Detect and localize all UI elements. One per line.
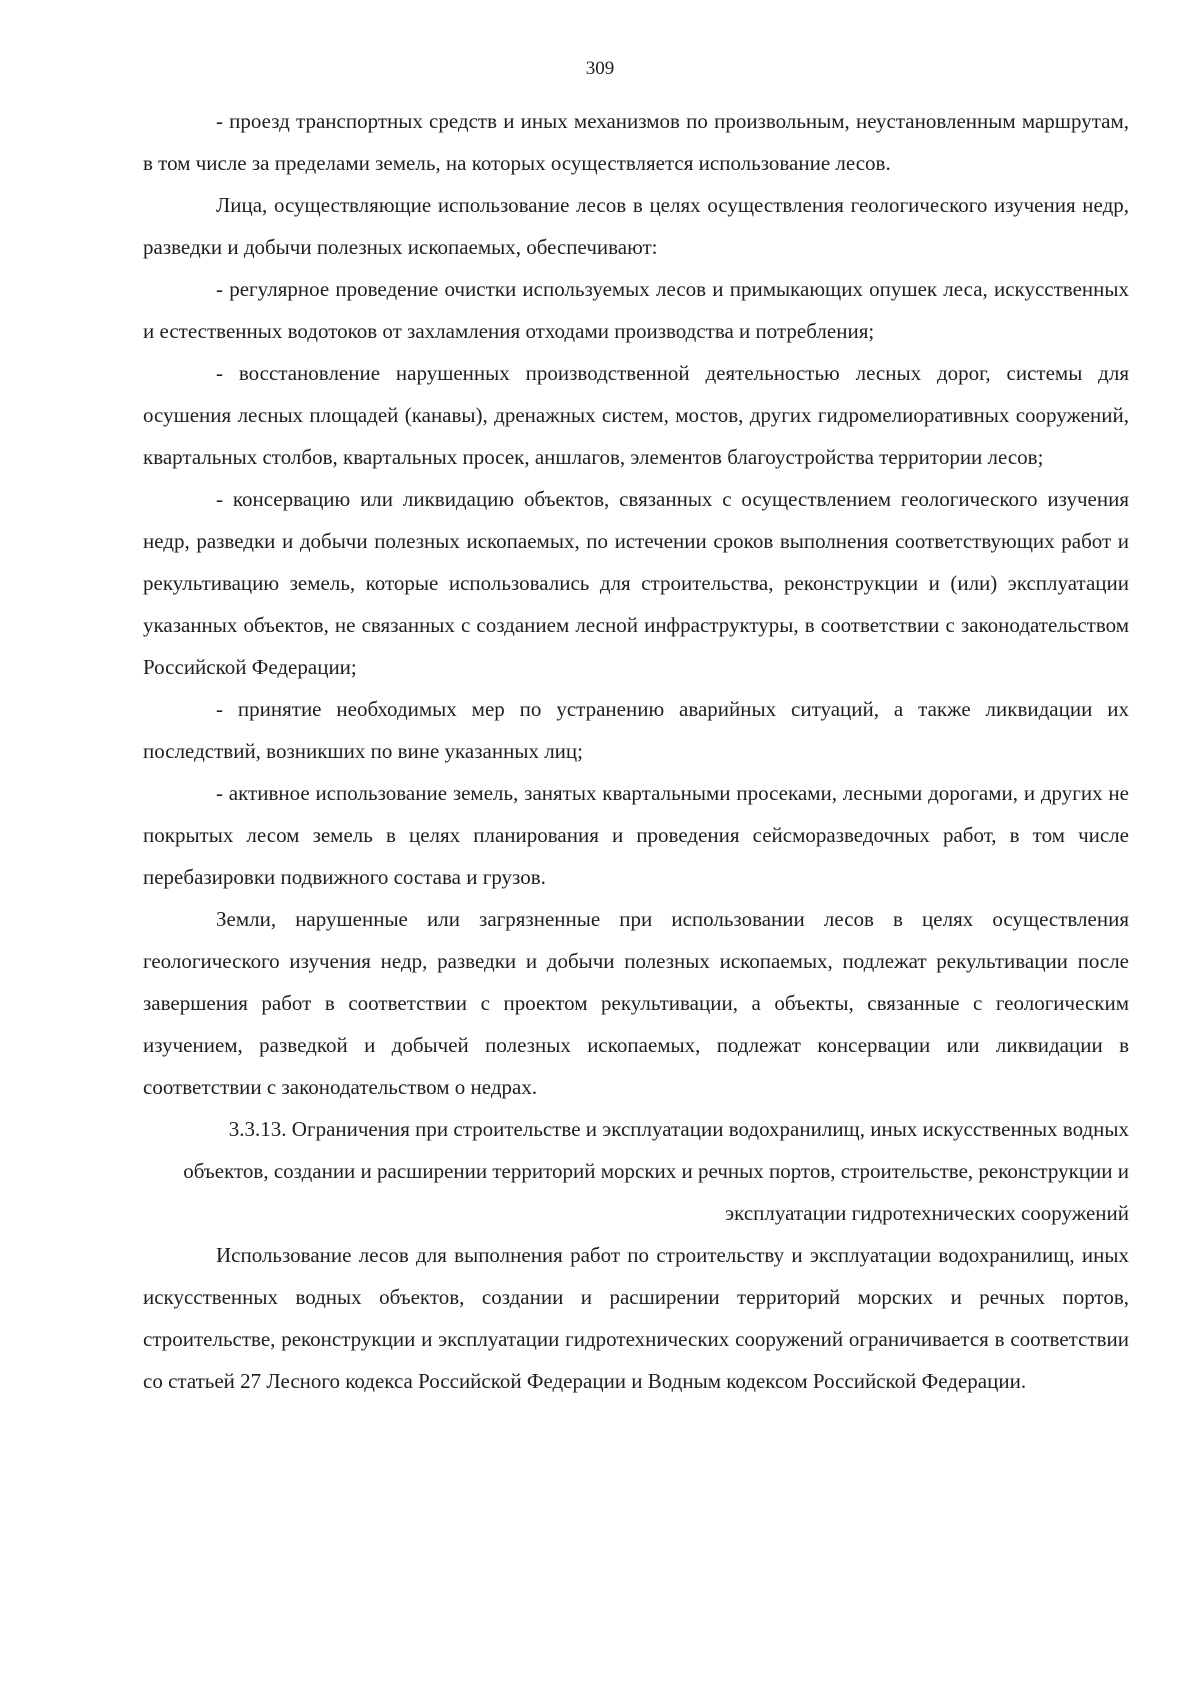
page-number: 309 — [585, 58, 615, 79]
paragraph-recultivation: Земли, нарушенные или загрязненные при использовании лесов в целях осуществления геологического изучения недр, разведки и добычи полезных ископаемых, подлежат рекультивации после завершения работ в соответствии с проектом рекультивации, а объекты, связанные с геологическим изучением, разведкой и добычей полезных ископаемых, подлежат консервации или ликвидации в соответствии с законодательством о недрах. — [143, 907, 1129, 1099]
paragraph-reservoir-use: Использование лесов для выполнения работ по строительству и эксплуатации водохранилищ, иных искусственных водных объектов, создании и расширении территорий морских и речных портов, строительстве, реконструкции и эксплуатации гидротехнических сооружений ограничивается в соответствии со статьей 27 Лесного кодекса Российской Федерации и Водным кодексом Российской Федерации. — [143, 1243, 1129, 1393]
paragraph-restoration: - восстановление нарушенных производственной деятельностью лесных дорог, системы для осушения лесных площадей (канавы), дренажных систем, мостов, других гидромелиоративных сооружений, квартальных столбов, квартальных просек, аншлагов, элементов благоустройства территории лесов; — [143, 361, 1129, 469]
paragraph-geology-intro: Лица, осуществляющие использование лесов в целях осуществления геологического изучения недр, разведки и добычи полезных ископаемых, обеспечивают: — [143, 193, 1129, 259]
paragraph-vehicle-passage: - проезд транспортных средств и иных механизмов по произвольным, неустановленным маршрутам, в том числе за пределами земель, на которых осуществляется использование лесов. — [143, 109, 1129, 175]
document-body — [143, 100, 1129, 1402]
paragraph-cleaning: - регулярное проведение очистки используемых лесов и примыкающих опушек леса, искусственных и естественных водотоков от захламления отходами производства и потребления; — [143, 277, 1129, 343]
paragraph-conservation: - консервацию или ликвидацию объектов, связанных с осуществлением геологического изучения недр, разведки и добычи полезных ископаемых, по истечении сроков выполнения соответствующих работ и рекультивацию земель, которые использовались для строительства, реконструкции и (или) эксплуатации указанных объектов, не связанных с созданием лесной инфраструктуры, в соответствии с законодательством Российской Федерации; — [143, 487, 1129, 679]
section-heading: 3.3.13. Ограничения при строительстве и эксплуатации водохранилищ, иных искусственных водных объектов, создании и расширении территорий морских и речных портов, строительстве, реконструкции и эксплуатации гидротехнических сооружений — [183, 1117, 1129, 1225]
paragraph-emergency: - принятие необходимых мер по устранению аварийных ситуаций, а также ликвидации их последствий, возникших по вине указанных лиц; — [143, 697, 1129, 763]
paragraph-active-use: - активное использование земель, занятых квартальными просеками, лесными дорогами, и других не покрытых лесом земель в целях планирования и проведения сейсморазведочных работ, в том числе перебазировки подвижного состава и грузов. — [143, 781, 1129, 889]
